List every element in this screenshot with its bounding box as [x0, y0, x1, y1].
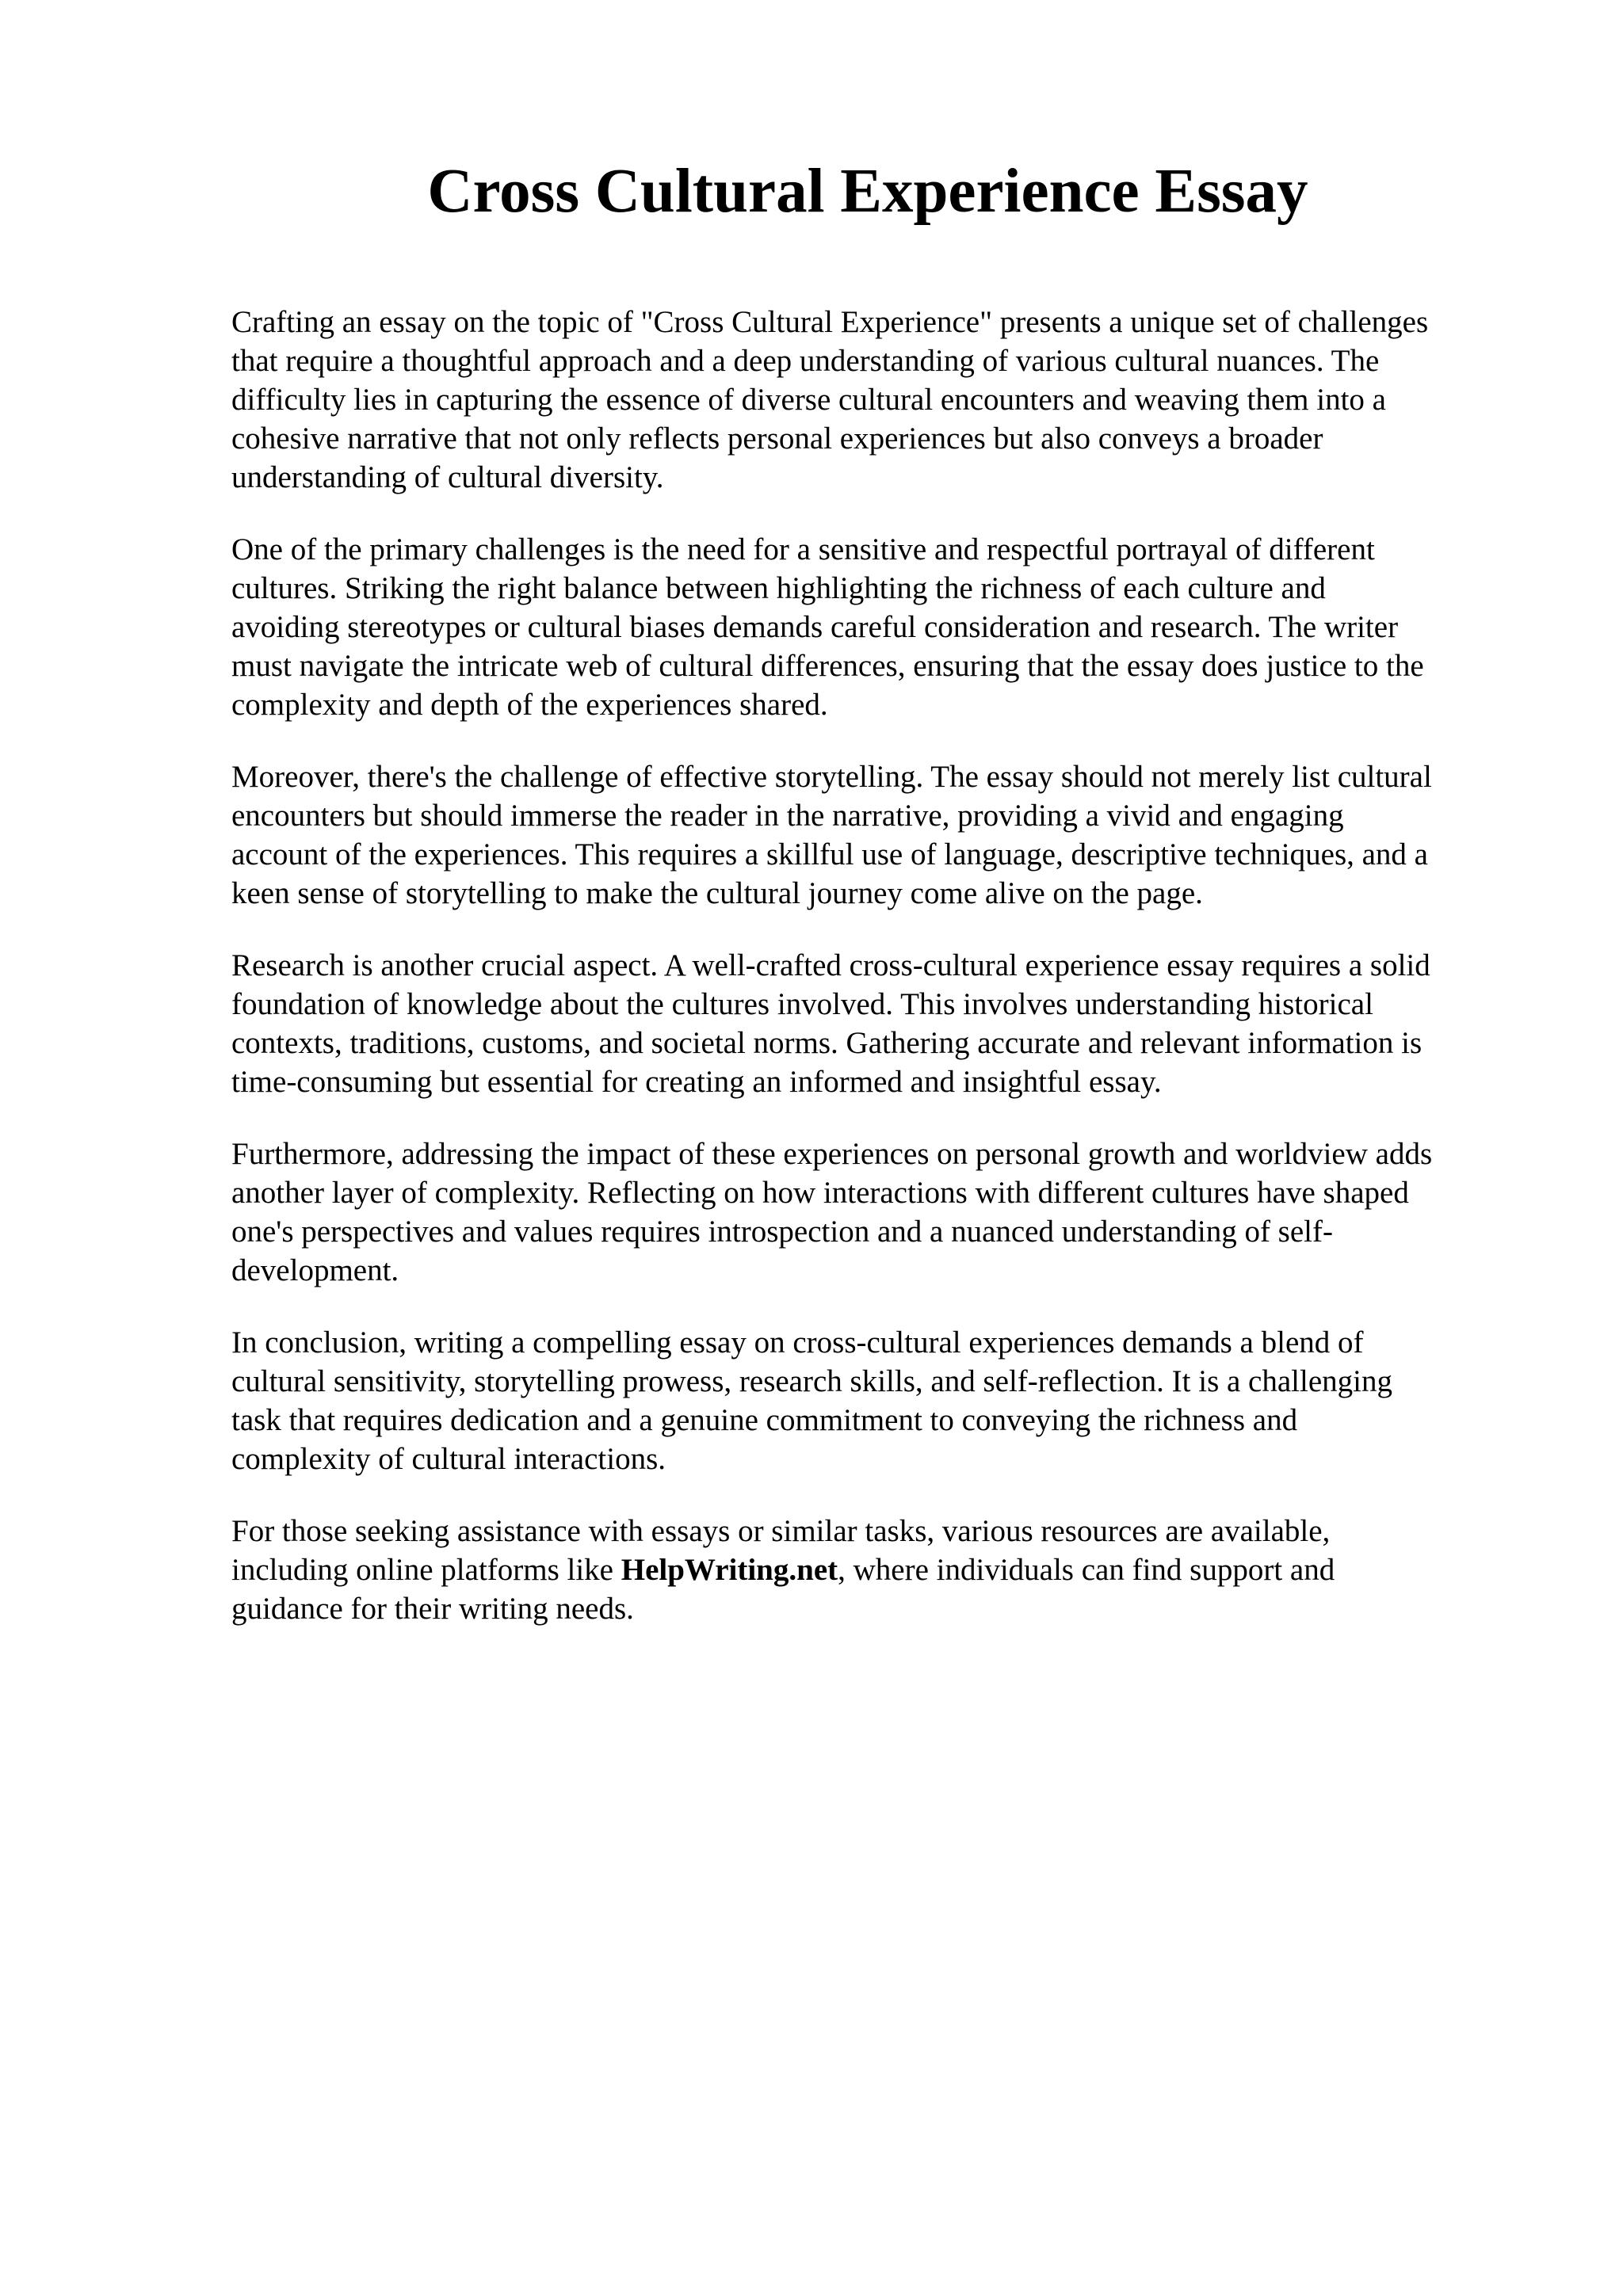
paragraph-line: avoiding stereotypes or cultural biases demands careful consideration and research. The writer	[231, 610, 1399, 644]
paragraph-line: guidance for their writing needs.	[231, 1592, 634, 1626]
paragraph-line: account of the experiences. This requires a skillful use of language, descriptive techniques, and a	[231, 837, 1428, 871]
closing-text-after: , where individuals can find support and	[838, 1553, 1335, 1587]
paragraph-line: Crafting an essay on the topic of "Cross Cultural Experience" presents a unique set of challenges	[231, 305, 1429, 339]
paragraph-closing	[231, 1512, 1531, 1628]
paragraph-line: time-consuming but essential for creating an informed and insightful essay.	[231, 1065, 1162, 1099]
paragraph-line: Furthermore, addressing the impact of these experiences on personal growth and worldview adds	[231, 1137, 1433, 1171]
paragraph-line: development.	[231, 1253, 399, 1287]
paragraph-line: In conclusion, writing a compelling essay on cross-cultural experiences demands a blend of	[231, 1325, 1364, 1360]
paragraph-line: Moreover, there's the challenge of effective storytelling. The essay should not merely list cultural	[231, 760, 1432, 794]
paragraph-line: encounters but should immerse the reader in the narrative, providing a vivid and engaging	[231, 799, 1344, 833]
paragraph-2	[231, 530, 1531, 724]
paragraph-6	[231, 1323, 1531, 1478]
paragraph-5	[231, 1135, 1531, 1290]
paragraph-line: one's perspectives and values requires introspection and a nuanced understanding of self-	[231, 1215, 1333, 1249]
paragraph-line: complexity and depth of the experiences shared.	[231, 688, 828, 722]
paragraph-line: must navigate the intricate web of cultural differences, ensuring that the essay does justice to the	[231, 649, 1424, 683]
paragraph-line: task that requires dedication and a genuine commitment to conveying the richness and	[231, 1403, 1298, 1437]
paragraph-line: keen sense of storytelling to make the cultural journey come alive on the page.	[231, 876, 1203, 910]
paragraph-line	[231, 1550, 1531, 1589]
paragraph-line: Research is another crucial aspect. A well-crafted cross-cultural experience essay requires a solid	[231, 948, 1430, 982]
paragraph-line: cohesive narrative that not only reflects personal experiences but also conveys a broader	[231, 421, 1323, 456]
paragraph-line: difficulty lies in capturing the essence of diverse cultural encounters and weaving them into a	[231, 383, 1386, 417]
paragraph-1	[231, 303, 1531, 497]
closing-text-before: including online platforms like	[231, 1553, 621, 1587]
paragraph-line: that require a thoughtful approach and a deep understanding of various cultural nuances. The	[231, 344, 1380, 378]
paragraph-line: cultures. Striking the right balance between highlighting the richness of each culture and	[231, 571, 1326, 605]
paragraph-4	[231, 946, 1531, 1101]
paragraph-line: another layer of complexity. Reflecting on how interactions with different cultures have shaped	[231, 1176, 1409, 1210]
document-title: Cross Cultural Experience Essay	[427, 157, 1308, 226]
paragraph-line: foundation of knowledge about the cultures involved. This involves understanding historical	[231, 987, 1373, 1021]
paragraph-line: complexity of cultural interactions.	[231, 1442, 666, 1476]
paragraph-line: understanding of cultural diversity.	[231, 460, 664, 494]
paragraph-line: cultural sensitivity, storytelling prowess, research skills, and self-reflection. It is a challenging	[231, 1364, 1392, 1398]
paragraph-line: One of the primary challenges is the need for a sensitive and respectful portrayal of different	[231, 532, 1375, 566]
paragraph-3	[231, 757, 1531, 913]
paragraph-line: contexts, traditions, customs, and societal norms. Gathering accurate and relevant information is	[231, 1026, 1423, 1060]
helpwriting-brand: HelpWriting.net	[621, 1553, 838, 1587]
essay-body	[231, 303, 1531, 1661]
paragraph-line: For those seeking assistance with essays or similar tasks, various resources are available,	[231, 1514, 1331, 1548]
